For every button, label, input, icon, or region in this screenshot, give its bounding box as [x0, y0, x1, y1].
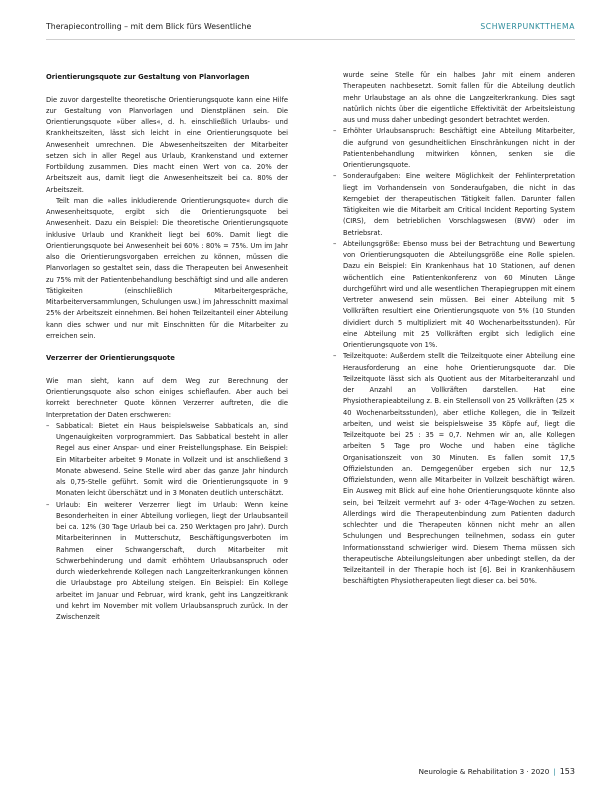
subheading-verzerrer: Verzerrer der Orientierungsquote — [46, 354, 175, 363]
section-label: SCHWERPUNKTTHEMA — [480, 22, 575, 31]
list-item-label: Urlaub: — [56, 500, 81, 509]
list-item-text: Bietet ein Haus beispielsweise Sabbaticals an, sind Ungenauigkeiten vorprogrammiert. Das Sabbatical besteht in aller Regel aus einer Anspar- und einer Freistellungsphase. Ein Beispiel: Ein Mitarbeiter arbeitet 9 Monate in Vollzeit und ist anschließend 3 Monate abwesend. Seine Stelle wird aber das ganze Jahr hindurch als 0,75-Stelle geführt. Somit wird die Orientierungsquote in 9 Monaten leicht überschätzt und in 3 Monaten deutlich unterschätzt. — [56, 421, 288, 498]
list-item — [333, 351, 575, 587]
list-item-text: Ebenso muss bei der Betrachtung und Bewertung von Orientierungsquoten die Abteilungsgröße eine Rolle spielen. Dazu ein Beispiel: Ein Krankenhaus hat 10 Stationen, auf denen wöchentlich eine Patientenkonferenz von 60 Minuten Länge durchgeführt wird und alle wesentlichen Therapiegruppen mit einem Vertreter anwesend sein müssen. Bei einer Abteilung mit 5 Vollkräften resultiert eine Orientierungsquote von 5% (10 Stunden dividiert durch 5 multipliziert mit 40 Wochenarbeitsstunden). Für eine Abteilung mit 25 Vollkräften ergibt sich lediglich eine Orientierungsquote von 1%. — [343, 239, 575, 349]
paragraph-continued: wurde seine Stelle für ein halbes Jahr mit einem anderen Therapeuten nachbesetzt. Somit fallen für die Abteilung deutlich mehr Urlaubstage an als ohne die Langzeiterkrankung. Dies sagt natürlich nichts über die eigentliche Effektivität der Arbeitsleistung aus und muss daher unbedingt gesondert betrachtet werden. — [343, 71, 575, 124]
list-item-label: Abteilungsgröße: — [343, 239, 400, 248]
list-item — [333, 239, 575, 352]
right-column — [333, 70, 575, 588]
header-rule — [46, 39, 575, 40]
page-header — [46, 22, 575, 36]
bullet-list — [333, 126, 575, 587]
running-head: Therapiecontrolling – mit dem Blick fürs Wesentliche — [46, 22, 252, 31]
list-item-label: Sabbatical: — [56, 421, 94, 430]
dash-marker: – — [46, 421, 50, 430]
list-item — [46, 500, 288, 624]
list-item-label: Sonderaufgaben: — [343, 172, 401, 181]
subheading-planvorlagen: Orientierungsquote zur Gestaltung von Planvorlagen — [46, 73, 250, 81]
list-item — [333, 126, 575, 171]
dash-marker: – — [333, 127, 337, 136]
dash-marker: – — [333, 239, 337, 248]
dash-marker: – — [333, 352, 337, 361]
list-item — [333, 171, 575, 239]
list-item-label: Teilzeitquote: — [343, 352, 388, 361]
left-column — [46, 72, 288, 623]
list-item — [46, 421, 288, 500]
journal-name: Neurologie & Rehabilitation 3 · 2020 — [418, 767, 550, 776]
list-item-text: Außerdem stellt die Teilzeitquote einer Abteilung eine Herausforderung an eine hohe Orientierungsquote dar. Die Teilzeitquote lässt sich als Quotient aus der Mitarbeiteranzahl und der Anzahl an Vollkräften darstellen. Hat eine Physiotherapieabteilung z. B. ein Stellensoll von 25 Vollkräften (25 × 40 Wochenarbeitsstunden), aber etliche Kollegen, die in Teilzeit arbeiten, und weist sie beispielsweise 35 Köpfe auf, liegt die Teilzeitquote bei 25 : 35 = 0,7. Nehmen wir an, alle Kollegen arbeiten 5 Tage pro Woche und haben eine tägliche Organisationszeit von 30 Minuten. Es fallen somit 17,5 Offizielstunden an. Demgegenüber ergeben sich nur 12,5 Offizielstunden, wenn alle Mitarbeiter in Vollzeit beschäftigt wären. Ein Ausweg mit Blick auf eine hohe Orientierungsquote könnte also sein, bei Teilzeit vermehrt auf 3- oder 4-Tage-Wochen zu setzen. Allerdings wird die Therapeutenbindung zum Patienten dadurch schlechter und die Therapeuten können nicht mehr an allen Schulungen und Besprechungen teilnehmen, sodass ein guter Informationsstand schwieriger wird. Diesem Thema müssen sich therapeutische Abteilungsleitungen aber unbedingt stellen, da der Teilzeitanteil in der Therapie hoch ist [6]. Bei in Krankenhäusern beschäftigten Physiotherapeuten liegt dieser ca. bei 50%. — [343, 352, 575, 586]
paragraph: Teilt man die »alles inkludierende Orientierungsquote« durch die Anwesenheitsquote, ergibt sich die Orientierungsquote bei Anwesenheit. Dazu ein Beispiel: Die theoretische Orientierungsquote inklusive Urlaub und Krankheit liegt bei 60%. Damit liegt die Orientierungsquote bei Anwesenheit bei 60% : 80% = 75%. Um im Jahr also die Orientierungsvorgaben erreichen zu können, müssen die Planvorlagen so gestaltet sein, dass die Therapeuten bei Anwesenheit zu 75% mit der Patientenbehandlung beschäftigt sind und alle anderen Tätigkeiten (einschließlich Mitarbeitergespräche, Mitarbeiterversammlungen, Schulungen usw.) im Jahresschnitt maximal 25% der Arbeitszeit einnehmen. Bei hohen Teilzeitanteil einer Abteilung kann dies schwer und nur mit Einschnitten für die Mitarbeiter zu erreichen sein. — [46, 196, 288, 340]
page-footer — [419, 767, 575, 776]
dash-marker: – — [333, 172, 337, 181]
list-item-text: Ein weiterer Verzerrer liegt im Urlaub: Wenn keine Besonderheiten in einer Abteilung vorliegen, liegt der Urlaubsanteil bei ca. 12% (30 Tage Urlaub bei ca. 250 Werktagen pro Jahr). Durch Mitarbeiterinnen in Mutterschutz, Beschäftigungsverboten im Rahmen einer Schwangerschaft, durch Mitarbeiter mit Schwerbehinderung und damit erhöhtem Urlaubsanspruch oder durch wiederkehrende Kollegen nach Langzeiterkrankungen können die Urlaubstage pro Abteilung steigen. Ein Beispiel: Ein Kollege arbeitet im Januar und Februar, wird krank, geht ins Langzeitkrank und kehrt im November mit vollem Urlaubsanspruch zurück. In der Zwischenzeit — [56, 500, 288, 621]
bullet-list — [46, 421, 288, 624]
list-item-text: Beschäftigt eine Abteilung Mitarbeiter, die aufgrund von gesundheitlichen Einschränkungen nicht in der Patientenbehandlung mitwirken können, senken sie die Orientierungsquote. — [343, 127, 575, 169]
footer-separator: | — [553, 767, 556, 776]
list-item-text: Eine weitere Möglichkeit der Fehlinterpretation liegt im Vorhandensein von Sonderaufgaben, die nicht in das Kerngebiet der therapeutischen Tätigkeit fallen. Darunter fallen Tätigkeiten wie die Mitarbeit am Critical Incident Reporting System (CIRS), dem betrieblichen Vorschlagswesen (BVW) oder im Betriebsrat. — [343, 172, 575, 237]
list-item-label: Erhöhter Urlaubsanspruch: — [343, 127, 435, 136]
dash-marker: – — [46, 500, 50, 509]
paragraph: Die zuvor dargestellte theoretische Orientierungsquote kann eine Hilfe zur Gestaltung von Planvorlagen und Dienstplänen sein. Die Orientierungsquote »über alles«, d. h. einschließlich Urlaubs- und Krankheitszeiten, lässt sich leicht in eine Orientierungsquote bei Anwesenheit umrechnen. Die Abwesenheitszeiten der Mitarbeiter setzen sich in aller Regel aus Urlaub, Krankenstand und externer Fortbildung zusammen. Dies macht einen Wert von ca. 20% der Arbeitszeit aus, damit liegt die Anwesenheitszeit bei ca. 80% der Arbeitszeit. — [46, 95, 288, 194]
paragraph: Wie man sieht, kann auf dem Weg zur Berechnung der Orientierungsquote also schon einiges schieflaufen. Aber auch bei korrekt berechneter Quote können Verzerrer auftreten, die die Interpretation der Daten erschweren: — [46, 376, 288, 419]
page-number: 153 — [559, 767, 575, 776]
